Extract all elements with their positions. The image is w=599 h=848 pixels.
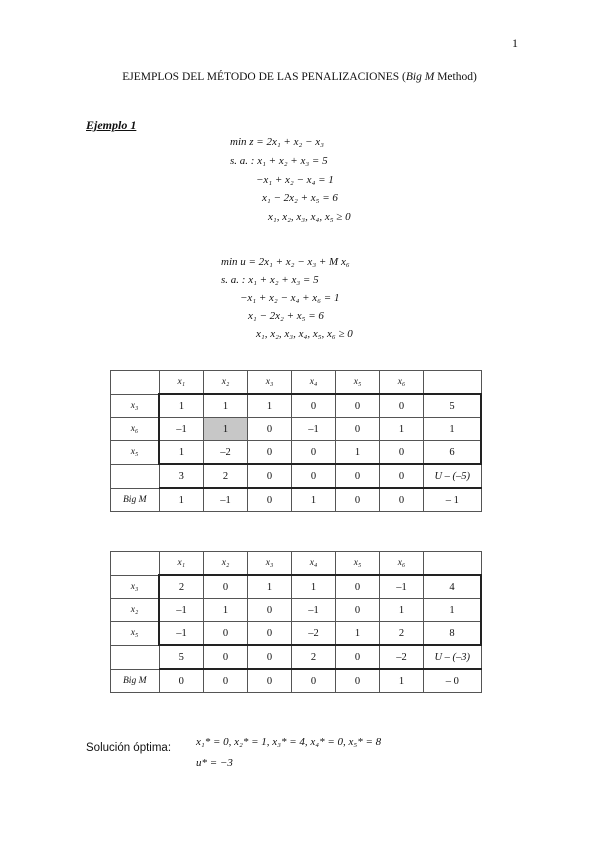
problem-2-line: x₁ − 2x₂ + x₅ = 6: [248, 310, 324, 322]
header-cell: [111, 552, 160, 576]
table-cell: 1: [336, 441, 380, 465]
big-m-row: [111, 669, 482, 693]
basis-label: x₆: [111, 418, 160, 441]
table-row: [111, 599, 482, 622]
page-number: 1: [512, 36, 518, 50]
rhs-cell: 4: [424, 575, 482, 599]
basis-label: x₂: [111, 599, 160, 622]
table-cell: 0: [204, 622, 248, 646]
basis-label: Big M: [111, 669, 160, 693]
table-cell: 0: [336, 645, 380, 669]
problem-1-line: x₁ − 2x₂ + x₅ = 6: [262, 192, 338, 204]
table-row: [111, 418, 482, 441]
table-cell: 1: [292, 575, 336, 599]
table-cell: 2: [292, 645, 336, 669]
problem-2-line: −x₁ + x₂ − x₄ + x₆ = 1: [240, 292, 340, 304]
problem-2-line: x₁, x₂, x₃, x₄, x₅, x₆ ≥ 0: [256, 328, 353, 340]
table-cell: –1: [292, 599, 336, 622]
table-cell: 0: [336, 488, 380, 512]
basis-label: x₃: [111, 575, 160, 599]
big-m-row: [111, 488, 482, 512]
header-cell: x₅: [336, 371, 380, 395]
table-cell: 3: [159, 464, 204, 488]
table-cell: 0: [248, 622, 292, 646]
table-cell: 5: [159, 645, 204, 669]
solution-label: Solución óptima:: [86, 742, 172, 754]
table-cell: 0: [380, 394, 424, 418]
header-cell: x₄: [292, 371, 336, 395]
table-cell: 2: [380, 622, 424, 646]
table-cell: 0: [248, 418, 292, 441]
table-cell: 0: [336, 394, 380, 418]
table-cell: 1: [159, 441, 204, 465]
tableau-1: [110, 370, 482, 512]
table-cell: –1: [159, 622, 204, 646]
table-cell: 0: [380, 488, 424, 512]
basis-label: x₅: [111, 622, 160, 646]
table-cell: 1: [380, 418, 424, 441]
table-row: [111, 622, 482, 646]
table-cell: 1: [159, 488, 204, 512]
rhs-cell: U – (–5): [424, 464, 482, 488]
basis-label: x₅: [111, 441, 160, 465]
table-cell: 0: [292, 441, 336, 465]
table-cell: –1: [159, 599, 204, 622]
rhs-cell: 1: [424, 418, 482, 441]
cost-row: [111, 464, 482, 488]
title-text-after: Method): [434, 71, 477, 83]
rhs-cell: 5: [424, 394, 482, 418]
header-cell: x₆: [380, 371, 424, 395]
rhs-cell: U – (–3): [424, 645, 482, 669]
page-title: [0, 71, 599, 83]
table-cell: –2: [292, 622, 336, 646]
table-cell: 1: [204, 394, 248, 418]
header-cell: x₁: [159, 552, 204, 576]
table-cell: 0: [204, 669, 248, 693]
title-text-italic: Big M: [405, 71, 435, 83]
problem-1-line: min z = 2x₁ + x₂ − x₃: [230, 136, 324, 148]
table-cell: –2: [380, 645, 424, 669]
table-cell: 0: [380, 464, 424, 488]
table-cell: 0: [248, 464, 292, 488]
header-cell: [424, 552, 482, 576]
table-cell: 1: [380, 599, 424, 622]
table-header-row: [111, 552, 482, 576]
header-cell: x₄: [292, 552, 336, 576]
table-header-row: [111, 371, 482, 395]
problem-1-line: −x₁ + x₂ − x₄ = 1: [256, 174, 334, 186]
solution-line: u* = −3: [196, 757, 233, 769]
table-cell: 1: [336, 622, 380, 646]
table-cell: 0: [292, 669, 336, 693]
table-cell: –1: [292, 418, 336, 441]
table-cell: –1: [380, 575, 424, 599]
table-row: [111, 441, 482, 465]
table-cell: 0: [248, 441, 292, 465]
table-cell: 0: [248, 645, 292, 669]
table-cell: –1: [204, 488, 248, 512]
problem-2-line: min u = 2x₁ + x₂ − x₃ + M x₆: [221, 256, 350, 268]
table-cell: 2: [204, 464, 248, 488]
table-cell: –2: [204, 441, 248, 465]
pivot-cell: 1: [204, 418, 248, 441]
rhs-cell: 6: [424, 441, 482, 465]
table-row: [111, 394, 482, 418]
header-cell: x₁: [159, 371, 204, 395]
table-cell: 0: [204, 645, 248, 669]
header-cell: x₆: [380, 552, 424, 576]
table-cell: 1: [248, 394, 292, 418]
table-cell: 0: [380, 441, 424, 465]
problem-1-line: x₁, x₂, x₃, x₄, x₅ ≥ 0: [268, 211, 351, 223]
table-row: [111, 575, 482, 599]
header-cell: x₃: [248, 371, 292, 395]
basis-label: [111, 464, 160, 488]
example-heading: Ejemplo 1: [86, 118, 137, 132]
rhs-cell: – 1: [424, 488, 482, 512]
cost-row: [111, 645, 482, 669]
table-cell: 0: [292, 394, 336, 418]
table-cell: 1: [292, 488, 336, 512]
header-cell: x₂: [204, 552, 248, 576]
basis-label: [111, 645, 160, 669]
header-cell: x₂: [204, 371, 248, 395]
rhs-cell: – 0: [424, 669, 482, 693]
header-cell: x₅: [336, 552, 380, 576]
table-cell: 0: [336, 669, 380, 693]
table-cell: 0: [292, 464, 336, 488]
table-cell: 0: [248, 669, 292, 693]
problem-1-line: s. a. : x₁ + x₂ + x₃ = 5: [230, 155, 328, 167]
title-text-before: EJEMPLOS DEL MÉTODO DE LAS PENALIZACIONES (: [122, 71, 406, 83]
table-cell: 2: [159, 575, 204, 599]
table-cell: 1: [204, 599, 248, 622]
table-cell: 0: [336, 464, 380, 488]
rhs-cell: 8: [424, 622, 482, 646]
header-cell: x₃: [248, 552, 292, 576]
rhs-cell: 1: [424, 599, 482, 622]
table-cell: 0: [336, 599, 380, 622]
table-cell: 0: [336, 575, 380, 599]
table-cell: 0: [159, 669, 204, 693]
table-cell: 0: [204, 575, 248, 599]
header-cell: [424, 371, 482, 395]
basis-label: x₃: [111, 394, 160, 418]
problem-2-line: s. a. : x₁ + x₂ + x₃ = 5: [221, 274, 319, 286]
basis-label: Big M: [111, 488, 160, 512]
table-cell: 0: [248, 488, 292, 512]
table-cell: 1: [159, 394, 204, 418]
table-cell: 0: [248, 599, 292, 622]
tableau-2: [110, 551, 482, 693]
table-cell: 0: [336, 418, 380, 441]
solution-line: x₁* = 0, x₂* = 1, x₃* = 4, x₄* = 0, x₅* = 8: [196, 736, 382, 748]
table-cell: –1: [159, 418, 204, 441]
header-cell: [111, 371, 160, 395]
table-cell: 1: [380, 669, 424, 693]
table-cell: 1: [248, 575, 292, 599]
